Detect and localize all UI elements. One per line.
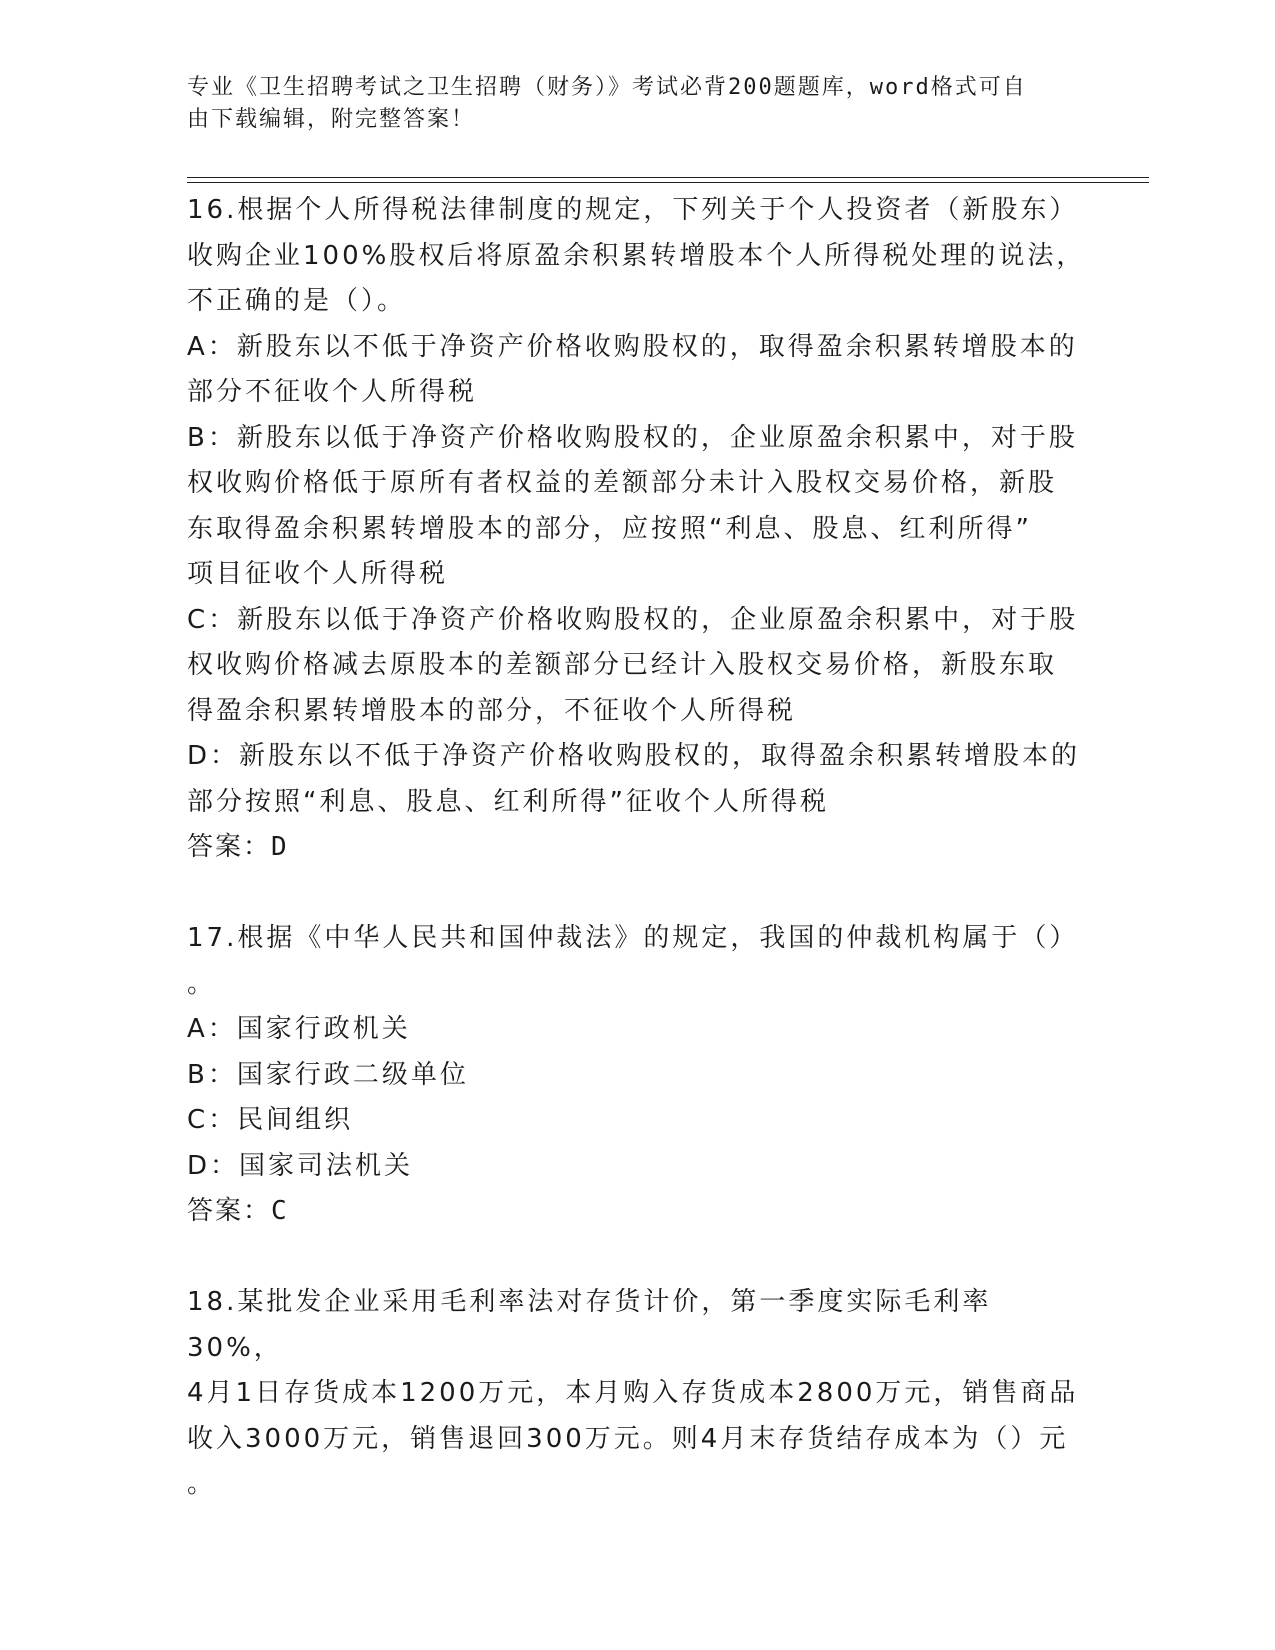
option-line: B：新股东以低于净资产价格收购股权的，企业原盈余积累中，对于股	[187, 422, 1078, 453]
option-line: 部分不征收个人所得税	[187, 377, 478, 407]
question-16-option-d	[187, 734, 1087, 825]
question-16-line-3: 不正确的是（）。	[187, 286, 407, 316]
option-line: 得盈余积累转增股本的部分，不征收个人所得税	[187, 695, 797, 726]
question-17-option-b: B：国家行政二级单位	[187, 1059, 469, 1090]
question-18-line-3: 收入3000万元，销售退回300万元。则4月末存货结存成本为（）元	[187, 1423, 1069, 1454]
question-17-line-1: 17.根据《中华人民共和国仲裁法》的规定，我国的仲裁机构属于（）	[187, 923, 1079, 953]
question-18-line-2: 4月1日存货成本1200万元，本月购入存货成本2800万元，销售商品	[187, 1378, 1079, 1408]
question-17-option-a: A：国家行政机关	[187, 1014, 411, 1044]
option-line: 东取得盈余积累转增股本的部分，应按照“利息、股息、红利所得”	[187, 513, 1032, 544]
question-16-line-1: 16.根据个人所得税法律制度的规定，下列关于个人投资者（新股东）	[187, 195, 1079, 225]
question-18-line-4: 。	[187, 1469, 217, 1499]
question-16-option-b	[187, 416, 1087, 598]
option-line: D：新股东以不低于净资产价格收购股权的，取得盈余积累转增股本的	[187, 741, 1081, 771]
option-line: 部分按照“利息、股息、红利所得”征收个人所得税	[187, 786, 829, 817]
header-rule-top	[187, 177, 1149, 178]
spacer	[187, 871, 1087, 917]
question-17-answer: 答案：C	[187, 1196, 289, 1226]
question-18	[187, 1280, 1087, 1508]
header-line-2: 由下载编辑，附完整答案！	[187, 107, 476, 132]
question-16-answer: 答案：D	[187, 832, 289, 862]
question-16	[187, 188, 1087, 871]
option-line: 权收购价格低于原所有者权益的差额部分未计入股权交易价格，新股	[187, 468, 1058, 498]
question-17	[187, 916, 1087, 1235]
spacer	[187, 1235, 1087, 1281]
question-17-option-d: D：国家司法机关	[187, 1150, 414, 1181]
option-line: A：新股东以不低于净资产价格收购股权的，取得盈余积累转增股本的	[187, 331, 1078, 362]
question-list	[187, 188, 1087, 1508]
option-line: 权收购价格减去原股本的差额部分已经计入股权交易价格，新股东取	[187, 650, 1058, 680]
header-rule-bottom	[187, 182, 1149, 183]
option-line: C：新股东以低于净资产价格收购股权的，企业原盈余积累中，对于股	[187, 604, 1079, 635]
header-line-1: 专业《卫生招聘考试之卫生招聘（财务）》考试必背200题题库，word格式可自	[187, 75, 1027, 100]
question-16-line-2: 收购企业100%股权后将原盈余积累转增股本个人所得税处理的说法，	[187, 240, 1086, 271]
question-17-option-c: C：民间组织	[187, 1105, 354, 1135]
option-line: 项目征收个人所得税	[187, 559, 449, 589]
question-16-option-c	[187, 598, 1087, 735]
question-18-line-1: 18.某批发企业采用毛利率法对存货计价，第一季度实际毛利率30%，	[187, 1287, 992, 1363]
question-16-option-a	[187, 325, 1087, 416]
question-17-line-2: 。	[187, 968, 217, 999]
document-header	[187, 72, 1067, 136]
